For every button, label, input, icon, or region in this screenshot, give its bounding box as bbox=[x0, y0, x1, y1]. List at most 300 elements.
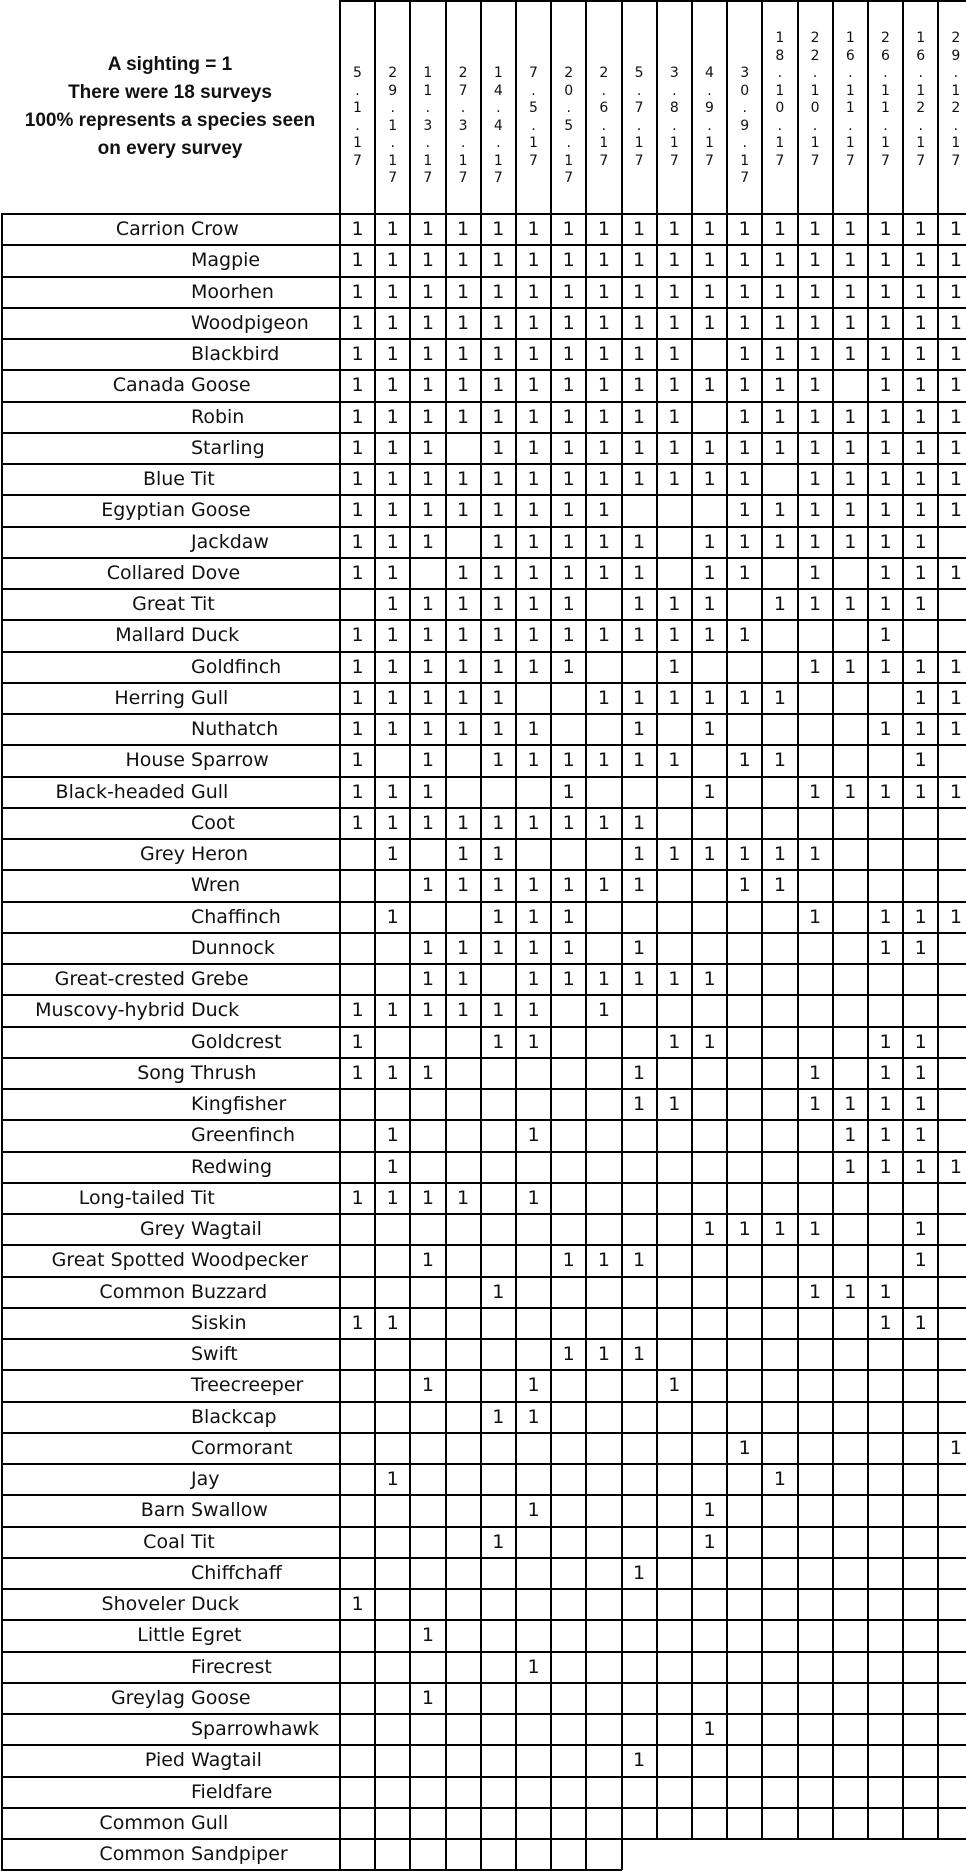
survey-date-char bbox=[340, 48, 375, 66]
sighting-mark: 1 bbox=[633, 749, 646, 772]
survey-date-char: . bbox=[636, 117, 642, 134]
sighting-mark: 1 bbox=[457, 874, 470, 897]
sighting-mark: 1 bbox=[597, 1343, 610, 1365]
species-first-word bbox=[0, 1652, 185, 1683]
sighting-mark: 1 bbox=[597, 749, 610, 772]
sighting-mark: 1 bbox=[633, 436, 646, 459]
sighting-mark: 1 bbox=[421, 999, 434, 1022]
survey-date-char: 1 bbox=[810, 135, 820, 151]
sighting-mark: 1 bbox=[386, 999, 399, 1022]
sighting-mark: 1 bbox=[914, 311, 927, 334]
sighting-mark: 1 bbox=[703, 436, 716, 459]
sighting-mark: 1 bbox=[914, 905, 927, 928]
sighting-mark: 1 bbox=[738, 749, 751, 772]
survey-date-4 bbox=[446, 30, 481, 188]
sighting-mark: 1 bbox=[879, 905, 892, 928]
survey-date-char: 4 bbox=[493, 82, 503, 99]
sighting-mark: 1 bbox=[492, 311, 505, 334]
species-first-word bbox=[0, 402, 185, 433]
sighting-mark: 1 bbox=[809, 343, 822, 365]
sighting-mark: 1 bbox=[879, 218, 892, 240]
survey-date-char: 8 bbox=[775, 47, 785, 64]
sighting-mark: 1 bbox=[457, 561, 470, 584]
sighting-mark: 1 bbox=[527, 561, 540, 584]
sighting-mark: 1 bbox=[844, 218, 857, 240]
sighting-mark: 1 bbox=[914, 1311, 927, 1334]
sighting-mark: 1 bbox=[421, 593, 434, 615]
sighting-mark: 1 bbox=[562, 468, 575, 490]
sighting-mark: 1 bbox=[844, 593, 857, 615]
species-last-word: Buzzard bbox=[191, 1280, 268, 1303]
sighting-mark: 1 bbox=[527, 405, 540, 428]
sighting-mark: 1 bbox=[809, 468, 822, 490]
species-first-word bbox=[0, 277, 185, 308]
sighting-mark: 1 bbox=[492, 811, 505, 834]
survey-date-char: 7 bbox=[458, 170, 468, 186]
survey-date-6 bbox=[516, 30, 551, 170]
species-last-word: Tit bbox=[191, 468, 215, 490]
survey-date-char: . bbox=[707, 117, 712, 134]
species-first-word: Mallard bbox=[115, 624, 185, 647]
survey-date-char bbox=[375, 48, 410, 66]
survey-date-7 bbox=[551, 30, 586, 188]
sighting-mark: 1 bbox=[527, 905, 540, 928]
survey-date-char: 2 bbox=[951, 100, 961, 116]
sighting-mark: 1 bbox=[421, 530, 434, 553]
sighting-mark: 1 bbox=[879, 655, 892, 678]
survey-date-char: . bbox=[460, 100, 466, 116]
survey-date-char bbox=[340, 30, 375, 48]
sighting-mark: 1 bbox=[949, 780, 962, 803]
sighting-mark: 1 bbox=[457, 968, 470, 990]
sighting-mark: 1 bbox=[562, 311, 575, 334]
sighting-mark: 1 bbox=[421, 249, 434, 272]
sighting-mark: 1 bbox=[351, 999, 364, 1022]
survey-date-char: 1 bbox=[916, 30, 926, 46]
species-last-word: Kingfisher bbox=[191, 1093, 287, 1115]
sighting-mark: 1 bbox=[527, 499, 540, 522]
survey-date-char: 1 bbox=[493, 65, 503, 81]
sighting-mark: 1 bbox=[703, 718, 716, 740]
sighting-mark: 1 bbox=[421, 1249, 434, 1272]
sighting-mark: 1 bbox=[949, 280, 962, 303]
survey-date-char: 2 bbox=[458, 65, 468, 81]
sighting-mark: 1 bbox=[562, 1249, 575, 1272]
sighting-mark: 1 bbox=[809, 1218, 822, 1240]
species-last-word: Cormorant bbox=[191, 1436, 293, 1459]
species-last-word: Thrush bbox=[191, 1061, 257, 1084]
sighting-mark: 1 bbox=[809, 218, 822, 240]
sighting-mark: 1 bbox=[773, 1468, 786, 1490]
sighting-mark: 1 bbox=[492, 624, 505, 647]
sighting-mark: 1 bbox=[386, 1061, 399, 1084]
sighting-mark: 1 bbox=[562, 436, 575, 459]
sighting-mark: 1 bbox=[457, 843, 470, 865]
sighting-mark: 1 bbox=[597, 561, 610, 584]
survey-date-char: 7 bbox=[599, 152, 609, 169]
sighting-mark: 1 bbox=[738, 624, 751, 647]
sighting-mark: 1 bbox=[421, 374, 434, 397]
species-last-word: Tit bbox=[191, 1186, 215, 1209]
sighting-mark: 1 bbox=[597, 249, 610, 272]
species-first-word: Great Spotted bbox=[51, 1249, 185, 1272]
sighting-mark: 1 bbox=[668, 655, 681, 678]
sighting-mark: 1 bbox=[879, 718, 892, 740]
survey-date-12 bbox=[727, 30, 762, 188]
sighting-mark: 1 bbox=[773, 593, 786, 615]
sighting-mark: 1 bbox=[492, 749, 505, 772]
sighting-mark: 1 bbox=[879, 280, 892, 303]
sighting-mark: 1 bbox=[668, 436, 681, 459]
survey-date-char bbox=[410, 48, 445, 66]
species-last-word: Duck bbox=[191, 999, 240, 1022]
sighting-mark: 1 bbox=[386, 311, 399, 334]
survey-date-char: 3 bbox=[669, 65, 679, 81]
sighting-mark: 1 bbox=[457, 249, 470, 272]
sighting-mark: 1 bbox=[562, 374, 575, 397]
sighting-mark: 1 bbox=[527, 968, 540, 990]
sighting-mark: 1 bbox=[351, 624, 364, 647]
sighting-mark: 1 bbox=[633, 843, 646, 865]
survey-date-char bbox=[551, 48, 586, 66]
sighting-mark: 1 bbox=[914, 749, 927, 772]
survey-date-13 bbox=[762, 30, 797, 170]
survey-date-char: 2 bbox=[881, 30, 890, 46]
sighting-mark: 1 bbox=[421, 718, 434, 740]
sighting-mark: 1 bbox=[492, 1030, 505, 1053]
sighting-mark: 1 bbox=[844, 405, 857, 428]
survey-date-18 bbox=[938, 30, 966, 170]
sighting-mark: 1 bbox=[668, 624, 681, 647]
legend-line-1: A sighting = 1 bbox=[107, 54, 233, 75]
sighting-mark: 1 bbox=[914, 249, 927, 272]
survey-date-char bbox=[727, 48, 762, 66]
sighting-mark: 1 bbox=[351, 311, 364, 334]
sighting-mark: 1 bbox=[738, 468, 751, 490]
survey-date-char: 9 bbox=[740, 117, 750, 134]
sighting-mark: 1 bbox=[668, 280, 681, 303]
sighting-mark: 1 bbox=[492, 1530, 505, 1553]
sighting-mark: 1 bbox=[633, 530, 646, 553]
sighting-mark: 1 bbox=[457, 624, 470, 647]
survey-date-char: . bbox=[918, 65, 923, 81]
sighting-mark: 1 bbox=[633, 1061, 646, 1084]
sighting-mark: 1 bbox=[809, 561, 822, 584]
sighting-mark: 1 bbox=[809, 405, 822, 428]
sighting-mark: 1 bbox=[351, 718, 364, 740]
sighting-mark: 1 bbox=[421, 686, 434, 709]
sighting-mark: 1 bbox=[421, 1061, 434, 1084]
survey-date-10 bbox=[657, 30, 692, 170]
sighting-mark: 1 bbox=[879, 436, 892, 459]
survey-date-char bbox=[586, 30, 621, 48]
sighting-mark: 1 bbox=[562, 811, 575, 834]
survey-date-char: 1 bbox=[951, 135, 961, 151]
survey-date-char: 1 bbox=[916, 135, 926, 151]
species-last-word: Tit bbox=[191, 1530, 215, 1553]
sighting-mark: 1 bbox=[421, 1374, 434, 1397]
sighting-mark: 1 bbox=[597, 468, 610, 490]
species-last-word: Greenfinch bbox=[191, 1124, 296, 1147]
sighting-mark: 1 bbox=[844, 780, 857, 803]
sighting-mark: 1 bbox=[809, 905, 822, 928]
survey-date-char: 1 bbox=[881, 135, 890, 151]
sighting-mark: 1 bbox=[351, 1311, 364, 1334]
sighting-mark: 1 bbox=[668, 249, 681, 272]
species-first-word: Muscovy-hybrid bbox=[35, 999, 185, 1022]
sighting-mark: 1 bbox=[457, 468, 470, 490]
sighting-mark: 1 bbox=[562, 593, 575, 615]
sighting-mark: 1 bbox=[844, 343, 857, 365]
sighting-mark: 1 bbox=[386, 1468, 399, 1490]
species-last-word: Chiffchaff bbox=[191, 1561, 282, 1584]
sighting-mark: 1 bbox=[914, 1124, 927, 1147]
sighting-mark: 1 bbox=[351, 468, 364, 490]
sighting-mark: 1 bbox=[492, 249, 505, 272]
sighting-mark: 1 bbox=[351, 530, 364, 553]
species-last-word: Jay bbox=[191, 1468, 220, 1490]
sighting-mark: 1 bbox=[879, 1093, 892, 1115]
sighting-mark: 1 bbox=[492, 936, 505, 959]
species-last-word: Blackcap bbox=[191, 1405, 277, 1428]
sighting-mark: 1 bbox=[421, 874, 434, 897]
sighting-mark: 1 bbox=[949, 499, 962, 522]
survey-date-char: 7 bbox=[845, 152, 855, 169]
survey-date-char: 7 bbox=[423, 170, 433, 186]
sighting-mark: 1 bbox=[457, 499, 470, 522]
survey-date-char: 1 bbox=[388, 152, 398, 169]
sighting-mark: 1 bbox=[879, 624, 892, 647]
survey-date-char: 1 bbox=[669, 135, 679, 151]
species-first-word: Long-tailed bbox=[78, 1186, 185, 1209]
survey-date-char: 7 bbox=[634, 100, 644, 116]
survey-date-char: 7 bbox=[529, 152, 538, 169]
survey-date-char: 1 bbox=[564, 152, 574, 169]
sighting-mark: 1 bbox=[386, 499, 399, 522]
sighting-mark: 1 bbox=[633, 1561, 646, 1584]
sighting-mark: 1 bbox=[386, 686, 399, 709]
sighting-mark: 1 bbox=[773, 843, 786, 865]
sighting-mark: 1 bbox=[844, 280, 857, 303]
sighting-mark: 1 bbox=[386, 718, 399, 740]
sighting-mark: 1 bbox=[773, 686, 786, 709]
sighting-mark: 1 bbox=[386, 1186, 399, 1209]
sighting-mark: 1 bbox=[633, 874, 646, 897]
sighting-mark: 1 bbox=[703, 218, 716, 240]
survey-date-char: 3 bbox=[740, 65, 750, 81]
sighting-mark: 1 bbox=[668, 311, 681, 334]
sighting-mark: 1 bbox=[421, 1686, 434, 1709]
species-last-word: Tit bbox=[191, 593, 215, 615]
survey-date-char: 1 bbox=[845, 135, 855, 151]
survey-date-char bbox=[516, 48, 551, 66]
sighting-mark: 1 bbox=[633, 405, 646, 428]
sighting-mark: 1 bbox=[949, 343, 962, 365]
species-last-word: Gull bbox=[191, 1811, 229, 1834]
sighting-mark: 1 bbox=[914, 1061, 927, 1084]
species-first-word: Black-headed bbox=[55, 780, 185, 803]
survey-date-char: 3 bbox=[458, 117, 468, 134]
sighting-mark: 1 bbox=[562, 499, 575, 522]
sighting-mark: 1 bbox=[527, 436, 540, 459]
species-first-word bbox=[0, 1402, 185, 1433]
survey-date-char: 2 bbox=[916, 100, 926, 116]
sighting-mark: 1 bbox=[809, 436, 822, 459]
species-first-word: Great bbox=[132, 593, 185, 615]
sighting-mark: 1 bbox=[386, 811, 399, 834]
sighting-mark: 1 bbox=[527, 999, 540, 1022]
sighting-mark: 1 bbox=[703, 249, 716, 272]
sighting-mark: 1 bbox=[457, 343, 470, 365]
sighting-mark: 1 bbox=[351, 1061, 364, 1084]
sighting-mark: 1 bbox=[633, 1343, 646, 1365]
sighting-mark: 1 bbox=[457, 405, 470, 428]
sighting-mark: 1 bbox=[421, 655, 434, 678]
sighting-mark: 1 bbox=[386, 624, 399, 647]
sighting-mark: 1 bbox=[738, 218, 751, 240]
species-first-word bbox=[0, 902, 185, 933]
survey-date-char bbox=[692, 30, 727, 48]
sighting-mark: 1 bbox=[351, 1593, 364, 1615]
sighting-mark: 1 bbox=[421, 218, 434, 240]
species-first-word bbox=[0, 808, 185, 839]
survey-date-char bbox=[622, 30, 657, 48]
sighting-mark: 1 bbox=[597, 624, 610, 647]
species-last-word: Crow bbox=[191, 218, 239, 240]
sighting-mark: 1 bbox=[386, 218, 399, 240]
species-last-word: Duck bbox=[191, 1593, 240, 1615]
survey-date-char: 2 bbox=[564, 65, 574, 81]
sighting-mark: 1 bbox=[633, 718, 646, 740]
sighting-mark: 1 bbox=[527, 1405, 540, 1428]
survey-date-char: . bbox=[812, 65, 818, 81]
sighting-mark: 1 bbox=[809, 593, 822, 615]
species-first-word bbox=[0, 1558, 185, 1589]
sighting-mark: 1 bbox=[844, 249, 857, 272]
sighting-mark: 1 bbox=[914, 218, 927, 240]
sighting-mark: 1 bbox=[421, 436, 434, 459]
sighting-mark: 1 bbox=[597, 218, 610, 240]
sighting-mark: 1 bbox=[527, 811, 540, 834]
sighting-mark: 1 bbox=[527, 311, 540, 334]
sighting-mark: 1 bbox=[492, 436, 505, 459]
sighting-mark: 1 bbox=[949, 655, 962, 678]
species-first-word: Grey bbox=[139, 1218, 185, 1240]
sighting-mark: 1 bbox=[773, 218, 786, 240]
species-first-word bbox=[0, 870, 185, 901]
sighting-mark: 1 bbox=[351, 249, 364, 272]
species-first-word: Shoveler bbox=[101, 1593, 185, 1615]
sighting-mark: 1 bbox=[879, 1155, 892, 1178]
survey-date-char: 7 bbox=[881, 152, 890, 169]
sighting-mark: 1 bbox=[703, 1499, 716, 1522]
sighting-mark: 1 bbox=[527, 1186, 540, 1209]
survey-date-char: 1 bbox=[810, 82, 820, 99]
survey-date-char: . bbox=[672, 117, 677, 134]
sighting-mark: 1 bbox=[351, 561, 364, 584]
survey-date-char: . bbox=[496, 100, 501, 116]
sighting-mark: 1 bbox=[457, 280, 470, 303]
sighting-mark: 1 bbox=[949, 1155, 962, 1178]
sighting-mark: 1 bbox=[597, 343, 610, 365]
species-last-word: Coot bbox=[191, 811, 235, 834]
sighting-mark: 1 bbox=[633, 1749, 646, 1772]
species-last-word: Egret bbox=[191, 1624, 242, 1647]
sighting-mark: 1 bbox=[597, 436, 610, 459]
survey-date-char bbox=[622, 48, 657, 66]
sighting-mark: 1 bbox=[351, 374, 364, 397]
sighting-mark: 1 bbox=[351, 280, 364, 303]
species-first-word bbox=[0, 714, 185, 745]
survey-date-char: . bbox=[848, 117, 853, 134]
sighting-mark: 1 bbox=[879, 1061, 892, 1084]
species-last-word: Firecrest bbox=[191, 1655, 272, 1678]
sighting-mark: 1 bbox=[879, 780, 892, 803]
species-first-word bbox=[0, 339, 185, 370]
survey-date-char: 1 bbox=[634, 135, 644, 151]
sighting-mark: 1 bbox=[492, 874, 505, 897]
survey-date-1 bbox=[340, 30, 375, 170]
sighting-mark: 1 bbox=[879, 405, 892, 428]
survey-date-char: 1 bbox=[705, 135, 714, 151]
sighting-mark: 1 bbox=[949, 561, 962, 584]
sighting-mark: 1 bbox=[562, 624, 575, 647]
sighting-mark: 1 bbox=[773, 1218, 786, 1240]
survey-date-char: 1 bbox=[388, 117, 398, 134]
sighting-mark: 1 bbox=[492, 530, 505, 553]
survey-date-char: 1 bbox=[493, 152, 503, 169]
sighting-mark: 1 bbox=[949, 311, 962, 334]
sighting-mark: 1 bbox=[703, 968, 716, 990]
species-last-word: Goose bbox=[191, 499, 251, 522]
legend-line-2: There were 18 surveys bbox=[68, 82, 272, 103]
sighting-mark: 1 bbox=[668, 468, 681, 490]
sighting-mark: 1 bbox=[914, 593, 927, 615]
survey-date-char: . bbox=[883, 65, 888, 81]
sighting-mark: 1 bbox=[914, 374, 927, 397]
sighting-mark: 1 bbox=[949, 1436, 962, 1459]
sighting-mark: 1 bbox=[738, 1436, 751, 1459]
sighting-mark: 1 bbox=[386, 655, 399, 678]
species-last-word: Moorhen bbox=[191, 280, 274, 303]
sighting-mark: 1 bbox=[949, 718, 962, 740]
sighting-mark: 1 bbox=[421, 811, 434, 834]
survey-date-char: . bbox=[777, 117, 783, 134]
survey-date-char bbox=[410, 30, 445, 48]
sighting-mark: 1 bbox=[492, 1405, 505, 1428]
sighting-mark: 1 bbox=[421, 343, 434, 365]
survey-date-char: 7 bbox=[951, 152, 961, 169]
sighting-mark: 1 bbox=[738, 405, 751, 428]
species-first-word: Herring bbox=[114, 686, 185, 709]
sighting-mark: 1 bbox=[527, 218, 540, 240]
sighting-mark: 1 bbox=[914, 1155, 927, 1178]
sighting-mark: 1 bbox=[527, 593, 540, 615]
sighting-mark: 1 bbox=[879, 561, 892, 584]
sighting-mark: 1 bbox=[738, 561, 751, 584]
species-last-word: Redwing bbox=[191, 1155, 273, 1178]
sighting-mark: 1 bbox=[633, 311, 646, 334]
species-last-word: Woodpecker bbox=[191, 1249, 309, 1272]
sighting-mark: 1 bbox=[914, 1218, 927, 1240]
sighting-mark: 1 bbox=[457, 718, 470, 740]
species-first-word: Little bbox=[137, 1624, 185, 1647]
survey-date-5 bbox=[481, 30, 516, 188]
survey-date-char: 1 bbox=[916, 82, 926, 99]
sighting-mark: 1 bbox=[809, 499, 822, 522]
survey-date-char: 2 bbox=[388, 65, 398, 81]
species-last-word: Swift bbox=[191, 1343, 238, 1365]
